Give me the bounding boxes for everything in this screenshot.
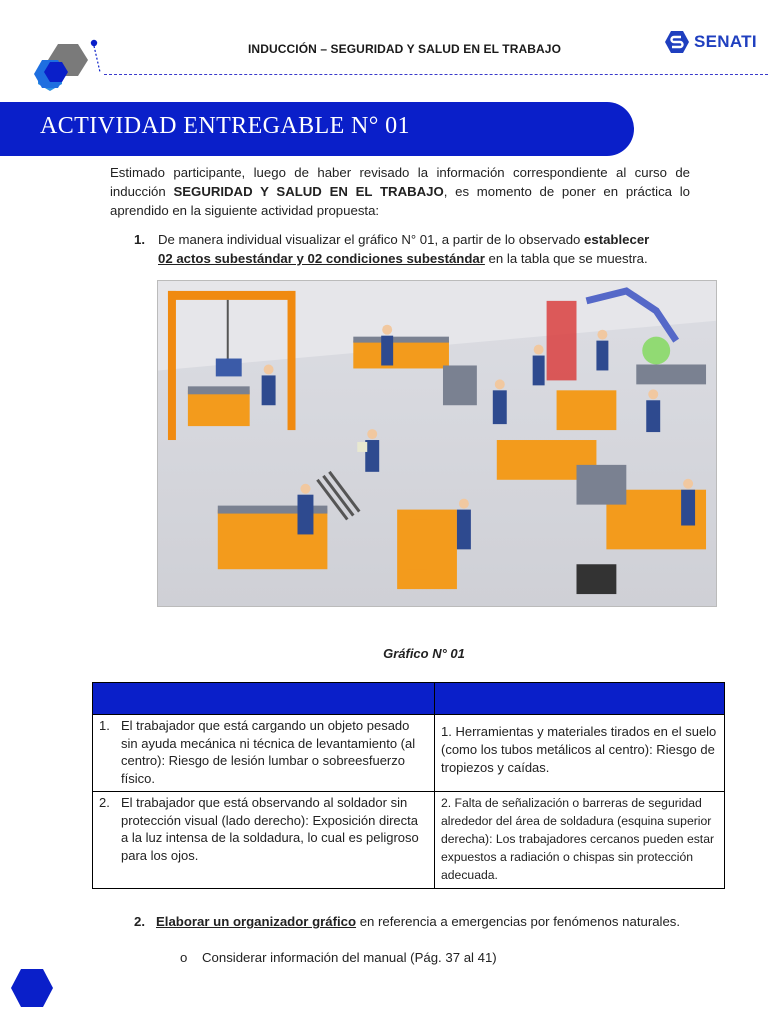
table-header-actos (93, 683, 435, 715)
acto-cell-2: 2. El trabajador que está observando al soldador sin protección visual (lado derecho): Exposición directa a la luz intensa de la soldadura, lo cual es peligroso para los ojos. (93, 792, 435, 889)
subestandar-table (92, 682, 725, 889)
activity-title: ACTIVIDAD ENTREGABLE N° 01 (40, 113, 410, 139)
item-number: 2. (134, 914, 145, 929)
condicion-cell-2: 2. Falta de señalización o barreras de seguridad alrededor del área de soldadura (esquina superior derecha): Los trabajadores cercanos pueden estar expuestos a radiación o chispas sin protección adecuada. (435, 792, 725, 889)
senati-mark-icon (664, 30, 690, 54)
footer-hexagon-icon (10, 968, 54, 1008)
header-divider (104, 74, 768, 75)
header-title: INDUCCIÓN – SEGURIDAD Y SALUD EN EL TRABAJO (248, 42, 562, 56)
table-row (93, 792, 725, 889)
bullet-marker: o (180, 950, 188, 965)
table-header-condiciones (435, 683, 725, 715)
table-row (93, 715, 725, 792)
brand-name: SENATI (694, 32, 757, 51)
sub-bullet-text: Considerar información del manual (Pág. 37 al 41) (202, 950, 497, 965)
course-logo-icon (28, 38, 108, 94)
instruction-item-1: 1. De manera individual visualizar el gráfico N° 01, a partir de lo observado establecer 02 actos subestándar y 02 condiciones subestándar en la tabla que se muestra. (134, 232, 650, 266)
factory-workshop-illustration (157, 280, 717, 607)
intro-paragraph: Estimado participante, luego de haber revisado la información correspondiente al curso de inducción SEGURIDAD Y SALUD EN EL TRABAJO, es momento de poner en práctica lo aprendido en la siguiente actividad propuesta: (110, 165, 690, 218)
condicion-cell-1: 1. Herramientas y materiales tirados en el suelo (como los tubos metálicos al centro): Riesgo de tropiezos y caídas. (435, 715, 725, 792)
item-number: 1. (134, 232, 145, 247)
senati-logo (664, 30, 757, 54)
acto-cell-1: 1. El trabajador que está cargando un objeto pesado sin ayuda mecánica ni técnica de levantamiento (al centro): Riesgo de lesión lumbar o sobreesfuerzo físico. (93, 715, 435, 792)
figure-caption: Gráfico N° 01 (383, 646, 465, 661)
table-header-row (93, 683, 725, 715)
sub-bullet-item (180, 950, 497, 965)
instruction-item-2: 2. Elaborar un organizador gráfico en referencia a emergencias por fenómenos naturales. (134, 914, 681, 929)
